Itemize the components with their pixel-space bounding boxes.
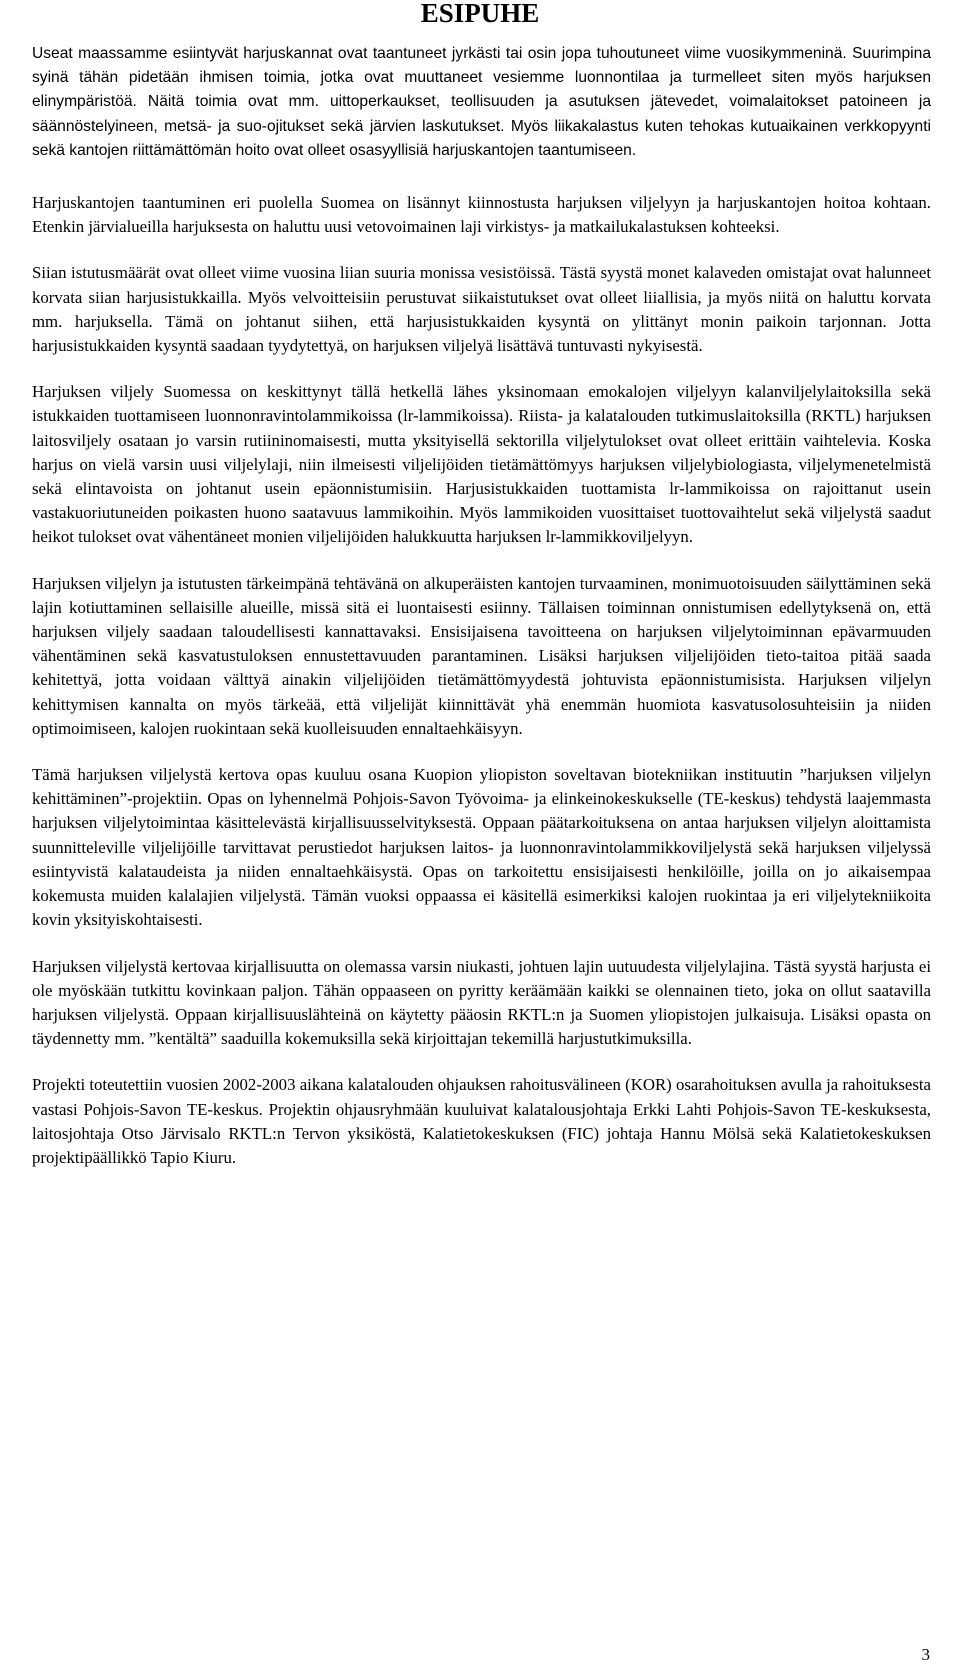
paragraph-1: Useat maassamme esiintyvät harjuskannat ovat taantuneet jyrkästi tai osin jopa tuhoutuneet viime vuosikymmeninä. Suurimpina syinä tähän pidetään ihmisen toimia, jotka ovat muuttaneet vesiemme luonnontilaa ja turmelleet siten myös harjuksen elinympäristöä. Näitä toimia ovat mm. uittoperkaukset, teollisuuden ja asutuksen jätevedet, voimalaitokset patoineen ja säännöstelyineen, metsä- ja suo-ojitukset sekä järvien laskutukset. Myös liikakalastus kuten tehokas kutuaikainen verkkopyynti sekä kantojen riittämättömän hoito ovat olleet osasyyllisiä harjuskantojen taantumiseen. <box>32 45 931 159</box>
paragraph-8: Projekti toteutettiin vuosien 2002-2003 aikana kalatalouden ohjauksen rahoitusvälineen (KOR) osarahoituksen avulla ja rahoituksesta vastasi Pohjois-Savon TE-keskus. Projektin ohjausryhmään kuuluivat kalatalousjohtaja Erkki Lahti Pohjois-Savon TE-keskuksesta, laitosjohtaja Otso Järvisalo RKTL:n Tervon yksiköstä, Kalatietokeskuksen (FIC) johtaja Hannu Mölsä sekä Kalatietokeskuksen projektipäällikkö Tapio Kiuru. <box>32 1075 931 1167</box>
page-title: ESIPUHE <box>420 0 540 28</box>
paragraph-2: Harjuskantojen taantuminen eri puolella Suomea on lisännyt kiinnostusta harjuksen viljelyyn ja harjuskantojen hoitoa kohtaan. Etenkin järvialueilla harjuksesta on haluttu uusi vetovoimainen laji virkistys- ja matkailukalastuksen kohteeksi. <box>32 193 931 237</box>
paragraph-5: Harjuksen viljelyn ja istutusten tärkeimpänä tehtävänä on alkuperäisten kantojen turvaaminen, monimuotoisuuden säilyttäminen sekä lajin kotiuttaminen sellaisille alueille, missä sitä ei luontaisesti esiinny. Tällaisen toiminnan onnistumisen edellytyksenä on, että harjuksen viljely saadaan taloudellisesti kannattavaksi. Ensisijaisena tavoitteena on harjuksen viljelytoiminnan epävarmuuden vähentäminen sekä kasvatustuloksen ennustettavuuden parantaminen. Lisäksi harjuksen viljelijöiden tieto-taitoa pitää saada kehitettyä, jotta voidaan välttyä ainakin viljelijöiden tietämättömyydestä johtuvista epäonnistumisista. Harjuksen viljelyn kehittymisen kannalta on myös tärkeää, että viljelijät kiinnittävät yhä enemmän huomiota kasvatusolosuhteisiin ja niiden optimoimiseen, kalojen ruokintaan sekä kuolleisuuden ennaltaehkäisyyn. <box>32 573 931 738</box>
paragraph-3: Siian istutusmäärät ovat olleet viime vuosina liian suuria monissa vesistöissä. Tästä syystä monet kalaveden omistajat ovat halunneet korvata siian harjusistukkailla. Myös velvoitteisiin perustuvat siikaistutukset ovat olleet liiallisia, ja myös niitä on haluttu korvata mm. harjuksella. Tämä on johtanut siihen, että harjusistukkaiden kysyntä on ylittänyt monin paikoin tarjonnan. Jotta harjusistukkaiden kysyntä saadaan tyydytettyä, on harjuksen viljelyä lisättävä tuntuvasti nykyisestä. <box>32 263 931 356</box>
paragraph-4: Harjuksen viljely Suomessa on keskittynyt tällä hetkellä lähes yksinomaan emokalojen viljelyyn kalanviljelylaitoksilla sekä istukkaiden tuottamiseen luonnonravintolammikoissa (lr-lammikoissa). Riista- ja kalatalouden tutkimuslaitoksilla (RKTL) harjuksen laitosviljely osataan jo varsin rutiininomaisesti, mutta yksityisellä sektorilla viljelytulokset ovat olleet erittäin vaihtelevia. Koska harjus on vielä varsin uusi viljelylaji, niin ilmeisesti viljelijöiden tietämättömyys harjuksen viljelybiologiasta, viljelymenetelmistä sekä elintavoista on johtanut usein epäonnistumisiin. Harjusistukkaiden tuottamista lr-lammikoissa on rajoittanut usein vastakuoriutuneiden poikasten huono saatavuus lammikoihin. Myös lammikoiden vuosittaiset tuottovaihtelut sekä viljelystä saadut heikot tulokset ovat vähentäneet monien viljelijöiden halukkuutta harjuksen lr-lammikkoviljelyyn. <box>32 382 931 547</box>
paragraph-7: Harjuksen viljelystä kertovaa kirjallisuutta on olemassa varsin niukasti, johtuen lajin uutuudesta viljelylajina. Tästä syystä harjusta ei ole myöskään tutkittu kovinkaan paljon. Tähän oppaaseen on pyritty keräämään kaikki se olennainen tieto, joka on ollut saatavilla harjuksen viljelystä. Oppaan kirjallisuuslähteinä on käytetty pääosin RKTL:n ja Suomen yliopistojen julkaisuja. Lisäksi opasta on täydennetty mm. ”kentältä” saaduilla kokemuksilla sekä kirjoittajan tekemillä harjustutkimuksilla. <box>32 956 931 1049</box>
paragraph-6: Tämä harjuksen viljelystä kertova opas kuuluu osana Kuopion yliopiston soveltavan biotekniikan instituutin ”harjuksen viljelyn kehittäminen”-projektiin. Opas on lyhennelmä Pohjois-Savon Työvoima- ja elinkeinokeskukselle (TE-keskus) tehdystä laajemmasta harjuksen viljelytoimintaa käsittelevästä kirjallisuusselvityksestä. Oppaan päätarkoituksena on antaa harjuksen viljelyn aloittamista suunnitteleville viljelijöille tarvittavat perustiedot harjuksen laitos- ja luonnonravintolammikkoviljelystä sekä harjuksen viljelyssä esiintyvistä kalataudeista ja niiden ennaltaehkäisystä. Opas on tarkoitettu ensisijaisesti henkilöille, joilla on jo aikaisempaa kokemusta muiden kalalajien viljelystä. Tämän vuoksi oppaassa ei käsitellä esimerkiksi kalojen ruokintaa ja eri viljelytekniikoita kovin yksityiskohtaisesti. <box>32 765 931 930</box>
document-body <box>32 42 931 1170</box>
page-number: 3 <box>921 1645 930 1664</box>
